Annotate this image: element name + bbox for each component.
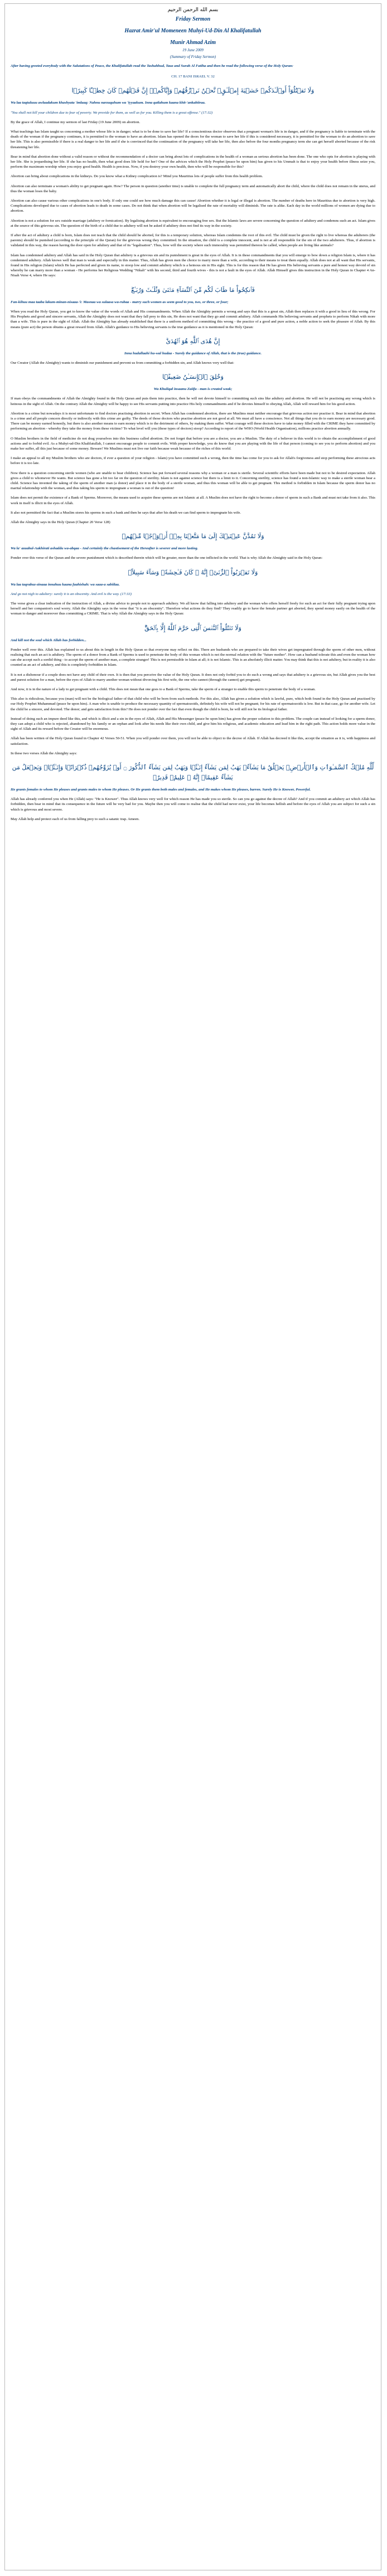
transliteration-6: Wa laa taqrabuz-zinaaa innahuu kaana faahishah: wa saaa-a sabiilaa. (11, 582, 120, 587)
document-sheet (4, 3, 381, 2570)
paragraph: Our Creator (Allah the Almighty) wants to diminish our punishment and prevent us from committing a forbidden sin, and Allah knows very well that: (11, 360, 234, 365)
paragraph: What teachings has Islam taught us concerning a mother whose life is in danger; what is to be done to save her life? If a conscientious doctor observes that a pregnant woman's life is in danger, and if the pregnancy is liable to terminate with the death of the woman if the pregnancy continues, it is permitted to the woman to have an abortion. Islam has opened the doors for the woman to save her life if this is considered necessary, it is permitted for the woman to do an abortion to save her life. This is also permissible if there is a real danger to her life and if she is convinced that the continuation of the pregnancy will take her life, then also before the four months pregnancy term she can get herself aborted because of the risk threatening her life. (11, 130, 375, 149)
arabic-verse-8: لِّلَّهِ مُلۡكُ ٱلسَّمَـٰوَٲتِ وَٱلۡأَرۡضِ‌ۚ يَخۡلُقُ مَا يَشَآءُ‌ۚ يَهَبُ لِمَن يَشَآءُ إِنَـٰثً۬ا وَيَهَبُ لِمَن يَشَآءُ ٱلذُّكُورَ ۝ أَوۡ يُزَوِّجُهُمۡ ذُكۡرَانً۬ا وَإِنَـٰثً۬ا‌ۖ وَيَجۡعَلُ مَن يَشَآءُ عَقِيمًا‌ۚ إِنَّهُ ۥ عَلِيمٌ۬ قَدِيرٌ۬ (12, 764, 374, 782)
paragraph: Bear in mind that abortion done without a valid reason or without the recommendation of a doctor can bring about lots of complications in the health of a woman as serious abortion has been done. The one who opts for abortion is playing with her life. She is jeopardising her life. If she has no health, then what good does life hold for her? One of the advices which the Holy Prophet (peace be upon him) has given to his Ummah is that to enjoy your health before illness seize you, perform the maximum worship when you enjoy good health. Health is precious. Now, if you destroy your own health, then who will be responsible for this? (11, 154, 375, 169)
transliteration-2: Fan-kihuu maa taaba lakum-minan-nisaaa-'i: Masnaa wa sulaasa wa-rubaa - marry such women as seem good to you, two, or three, or four; (11, 300, 229, 304)
paragraph: Islam has condemned adultery and Allah has said in the Holy Quran that adultery is a grievous sin and its punishment is great in the eyes of Allah. It is in these commandments that you will emerge to bow down a religion Islam is, where it has condemned adultery. Allah knows well that man is weak and especially in this matter. Thus, Allah has given men the choice to marry more than a wife, according to their means to treat them equally. Allah does not at all want that His servants, found in His religion (Islam) which He has perfected and given its name, to stoop low and commit adultery which is a heinous sin in His sight. This is for this reason that He has given His believing servants a pure and honest way devoid of sin whereby he can marry more than a woman - He performs her Religious Wedding "Nikah" with his second, third and fourth wives - this is not a fault in the eyes of Allah. Allah Himself gives this instruction in the Holy Quran in Chapter 4 An-Nisah Verse 4, where He says: (11, 253, 375, 278)
paragraph: I make an appeal to all my Muslim brothers who are doctors, if ever a question of your religion - Islam) you have committed such a wrong, then the time has come for you to ask for Allah's forgiveness and stop performing these atrocious acts before it is too late. (11, 456, 375, 466)
transliteration-4: Wa Khuliqal insaanu Zaiifa - man is created weak; (153, 387, 233, 392)
paragraph: Now there is a question concerning sterile women (who are unable to bear children). Science has put forward several reasons why a woman or a man is sterile. Several scientific efforts have been made but not to be desired expectation. Allah gives a child to whomever He wants. But science has gone a bit too far on the question of sterility. Islam is not against science but there is a limit to it. Concerning sterility, science has found a non-Islamic way to make a sterile woman bear a child. Science has invented the taking of the sperm of another man (a donor) and place it in the body of a sterile woman, and thus this woman will be able to get pregnant. This method is forbidden in Islam because the sperm donor has no marital relationship with the woman, and thus taking his sperm to impregnate a woman is out of the question! (11, 471, 375, 491)
paragraph: Instead of doing such an impure deed like this, and which is illicit and a sin in the eyes of Allah, Allah and His Messenger (peace be upon him) has given the proper solution to this problem. The couple can instead of looking for a sperm donor, they can adopt a child who is rejected, abandoned by his family or an orphan and look after his needs like their own child, and give him his religious, and academic education and lead him in the right path. This action holds more value in the sight of Allah and its reward before the Creator will be enormous. (11, 716, 375, 731)
paragraph: And now, it is in the nature of a lady to get pregnant with a child. This does not mean that one goes to a Bank of Sperms, take the sperm of a stranger to enable this sperm to penetrate the body of a woman. (11, 687, 316, 692)
sermon-subtitle: Hazrat Amir'ul Momeneen Muhyi-Ud-Din Al Khalifatullah (124, 28, 262, 34)
transliteration-3: Inna hudallaahi hu-wal hudaa - Surely the guidance of Allah, that is the (true) guidance. (124, 351, 262, 355)
intro-paragraph: After having greeted everybody with the Salutations of Peace, the Khalifatullah read the Tashahhud, Tauz and Surah Al Fatiha and then he read the following verse of the Holy Quran: (11, 64, 294, 68)
paragraph: Abortion can also cause various other complications in one's body. If only one could see how much damage this can cause! Abortion whether it is legal or illegal is abortion. The number of deaths here in Mauritius due to abortion is very high. Complications developed due to cases of abortion leads to death in some cases. Do not think that when abortion will be legalised the rate of mortality will diminish. The rate is alike. Each day in the world millions of women are dying due to abortion. (11, 199, 375, 213)
paragraph: Ponder over this verse of the Quran and the severe punishment which is described therein which will be greater, more than the one inflicted in the world. That is why Allah the Almighty said in the Holy Quran: (11, 556, 323, 560)
paragraph: Allah the Almighty says in the Holy Quran (Chapter 20 Verse 128) (11, 520, 110, 524)
translation-1: "You shall not kill your children due to fear of poverty. We provide for them, as well as for you. Killing them is a great offense." (17:32) (11, 110, 213, 115)
paragraph: Allah has already conferred you when He (Allah) says: "He is Knower". Thus Allah knows very well for which reason He has made you so sterile. So can you go against the decree of Allah? And if you commit an adultery act which Allah has forbidden, then bear in mind that its consequence in the future will be very bad for you. Maybe then you will come to realise that the child had never exist, your life becomes hellish and before the eyes of Allah you are subject for such a sin which is grievous and most severe. (11, 797, 375, 812)
document-body (5, 4, 381, 822)
translation-6: And go not nigh to adultery: surely it is an obscenity. And evil is the way. (17:33) (11, 592, 132, 596)
transliteration-1: Wa laa taqtuluuu awlaadakum khashyata 'imlaaq: Nahnu narzuquhum wa 'iyyaakum. Inna qatlahum kaana khit-'ankabiiraa. (11, 101, 206, 105)
paragraph: If man obeys the commandments of Allah the Almighty found in the Holy Quran and puts them into practice, then he will not devote himself to committing such sins like adultery and abortion. He will not be practising any wrong which is heinous in the sight of Allah. On the contrary Allah the Almighty will be happy to see His servants putting into practice His holy commandments and if he devotes himself to obeying Allah, Allah will reward him for his good action. (11, 397, 375, 406)
sermon-date: 19 June 2009 (182, 48, 204, 52)
speaker-name: Munir Ahmad Azim (170, 40, 216, 46)
paragraph: Allah has been written of the Holy Quran found in Chapter 42 Verses 50-51. When you will ponder over them, you will not be able to object to the decree of Allah. If Allah has decreed it like this, accept the situation as it is, with happiness and satisfaction. (11, 736, 375, 746)
arabic-verse-3: إِنَّ هُدَى ٱللَّهِ هُوَ ٱلۡهُدَىٰ‌ۗ (166, 337, 220, 345)
paragraph: It is not a dishonour if a couple does not have any child of their own. It is then that you perceive the value of the Holy Quran. It does not only forbid you to do such a wrong and says that adultery is a grievous sin, but Allah gives you the best and purest solution for a man, before the eyes of Allah to marry another woman without divorcing his first wife, the one who cannot (through the cannot) get pregnant). (11, 672, 375, 682)
transliteration-5: Wa la' azaabul-Aakhirati ashaddu wa-abqaa - And certainly the chastisement of the Hereafter is severer and more lasting. (11, 547, 199, 551)
verse-reference: CH. 17 BANI ISRAEL V. 32 (171, 75, 215, 79)
paragraph: In these two verses Allah the Almighty says: (11, 751, 78, 755)
paragraph: Abortion can bring about complications in the kidneys. Do you know what a Kidney complication is? Mind you Mauritius lots of people suffer from this health problem. (11, 174, 263, 179)
paragraph: If after the act of adultery a child is born, Islam does not teach that the child should be aborted, for this is a temporary solution, whereas Islam condemns the root of this evil. The child must be given the right to live whereas the adulterers (the parents) should be punished (according to the principle of the Quran) for the grievous wrong they committed. In the situation, the child is a complete innocent, and is not at all responsible for the sin of the two adulterers. Thus, if abortion is validated in this way, the reason having the door open for adultery and that of its "legalisation". Thus, how will the society where such immorality was permitted thereon be called, when people are living like animals? (11, 233, 375, 248)
paragraph: Abortion can also terminate a woman's ability to get pregnant again. How? The person in question (another time) is unable to complete the full pregnancy term and automatically abort the child, where the child does not remain in the uterus, and thus the woman loses the baby. (11, 184, 375, 193)
paragraph: O Muslim brothers in the field of medicine do not drag yourselves into this business called abortion. Do not forget that before you are a doctor, you are a Muslim. The duty of a believer in this world is to obtain the accomplishment of good actions and to forbid evil. As a Muhyi-ud-Din Khalifatullah, I cannot encourage people to commit evils. With proper knowledge, you do know that you are playing with the life of that person (coming to see you to perform abortion) and you make her suffer, all this just because of some money. Beware! We Muslims must not live our faith because weak because of the riches of this world. (11, 436, 375, 451)
arabic-verse-7: وَلَا تَقۡتُلُواْ ٱلنَّفۡسَ ٱلَّتِى حَرَّمَ ٱللَّهُ إِلَّا بِٱلۡحَقِّ‌ۗ (144, 624, 241, 632)
transliteration-7: And kill not the soul which Allah has forbidden... (11, 638, 86, 642)
paragraph: This also is ridiculous, because you (man) will not be the biological father of that child who will be born from such methods. For this also, Allah has given a solution which is lawful, pure, which both found in the Holy Quran and practised by our Holy Prophet Muhammad (peace be upon him). A man who is unable to produce the necessary quantity of spermatozoids, definitely his wife will not be pregnant; for his rate of spermatozoids is low. But in that case, go for another wife. Let the child be a sincere, and devoted. The donor; and gets satisfaction from this? He does not ponder over the fact that even though the child is born, he will still not be its biological father. (11, 697, 375, 711)
bismillah: بسم الله الرحمن الرحيم (167, 7, 219, 13)
paragraph: It also not permitted the fact that a Muslim stores his sperms in such a bank and then he says that after his death we can find sperm to impregnate his wife. (11, 510, 241, 515)
paragraph: By the grace of Allah, I continue my sermon of last Friday (19 June 2009) on abortion. (11, 120, 141, 124)
closing-prayer: May Allah help and protect each of us from falling prey to such a satanic trap. Ameen. (11, 817, 140, 821)
arabic-verse-2: فَٱنكِحُواْ مَا طَابَ لَكُم مِّنَ ٱلنِّسَآءِ مَثۡنَىٰ وَثُلَـٰثَ وَرُبَـٰعَ‌ۖ (131, 286, 255, 294)
transliteration-8: He grants females to whom He pleases and grants males to whom He pleases. Or He grants them both males and females, and He makes whom He pleases, barren. Surely He is Knower, Powerful. (11, 788, 311, 792)
arabic-verse-1: وَلَا تَقۡتُلُوٓاْ أَوۡلَـٰدَكُمۡ خَشۡيَةَ إِمۡلَـٰقٍ‌ۖ نَّحۡنُ نَرۡزُقُهُمۡ وَإِيَّاكُمۡ‌ۚ إِنَّ قَتۡلَهُمۡ كَانَ خِطۡـًٔا كَبِيرً۬ا (71, 87, 315, 95)
sermon-title: Friday Sermon (175, 16, 211, 22)
paragraph: Ponder well over this. Allah has explained to us about this in length in the Holy Quran so that everyone may reflect on this. There are husbands who are prepared to take their wives get impregnated through the sperm of other men, without realising that such an act is adultery. The sperm of a donor from a Bank of Sperms is used to penetrate the body of this woman which is not the normal relation with the "future mother". How can a husband tolerate this and even the woman how can she accept such a sordid thing - to accept the sperm of another man, a complete stranger! This is not permissible in Islam at all; it is not Islamic. This is an absolutely illicit matter. You may think that this is not adultery, but in reality it is also counted as an act of adultery, and this is completely forbidden in Islam. (11, 647, 375, 667)
paragraph: When you read the Holy Quran, you get to know the value of the words of Allah and His commandments. When Allah the Almighty permits a wrong and says that this is a great sin, Allah then replaces it with a good in lieu of this wrong. For His Prophets and good and sincere servants, Allah the Almighty does not want that they fall prey to this sin, He does not want that they go and commit adultery. Allah commands His believing servants and prophets to perform Nikah with more than a wife. This is pure in the sight of Allah. Allah the Almighty has already established that there is a uniform method of committing this wrong - the practice of a good and pure action, a noble action to seek the pleasure of Allah. By this means (pure act) the person obtains a great reward from Allah. Allah's guidance to His believing servants is the true guidance as it is mentioned in the Holy Quran: (11, 309, 375, 329)
arabic-verse-4: وَخُلِقَ ٱلۡإِنسَـٰنُ ضَعِيفً۬ا (162, 373, 224, 381)
paragraph: Abortion is a crime but nowadays it is most unfortunate to find doctors practising abortion in secret. When Allah has condemned abortion, there are Muslims must neither encourage that grievous action nor practise it. Bear in mind that abortion is a crime and all people concern directly or indirectly with this crime are guilty. The deeds of those doctors who practise abortion are not good at all. We must all have a conscience. Not all things that you do to earn money are necessary good. There can be money earned honestly, but there is also another means to earn money which is to the detriment of others, by making them suffer. What courage will these doctors have to take money filled with the CRIME they have committed by performing an abortion - whereby they take the money from these victims? To what level will you (these types of doctors) stoop? According to report of the WHO (World Health Organisation), millions practice abortion annually. (11, 411, 375, 431)
arabic-verse-6: وَلَا تَقۡرَبُواْ ٱلزِّنَىٰٓ‌ۖ إِنَّهُ ۥ كَانَ فَـٰحِشَةً۬ وَسَآءَ سَبِيلاً۬ (128, 568, 258, 576)
paragraph: Abortion is not a solution for sex outside marriage (adultery or fornication). By legalising abortion is equivalent to encouraging free sex. But the Islamic laws are severe concerning the question of adultery and condemns such an act. Islam gives at the source of this grievous sin. The question of the birth of a child due to adultery will not be asked if adultery does not find its way in the society. (11, 218, 375, 228)
arabic-verse-5: وَلَا تَمُدَّنَّ عَيۡنَيۡكَ إِلَىٰ مَا مَتَّعۡنَا بِهِۦۤ أَزۡوَٲجً۬ا مِّنۡهُمۡ (122, 533, 264, 540)
paragraph: Islam does not permit the existence of a Bank of Sperms. Moreover, the means used to acquire these sperms are not Islamic at all. A Muslim does not have the right to become a donor of sperm in such a Bank and must not take from it also. This work in itself is illicit in the eyes of Allah. (11, 496, 375, 505)
paragraph: The verse gives a clear indication of the instruction of Allah, a divine advice to people not to approach adultery. We all know that falling into adultery and the woman who offers herself freely for such an act for their fully pregnant trying upon herself and her companion's soul worry. Allah the Almighty says in the verse that "it is an obscenity". Therefore what actions do they find? They readily go to have the female partner get aborted, they spend money easily on the health of the woman to danger and moreover thus committing a CRIME. That is why Allah the Almighty says in the Holy Quran: (11, 601, 375, 616)
summary-note: (Summary of Friday Sermon) (170, 55, 216, 59)
